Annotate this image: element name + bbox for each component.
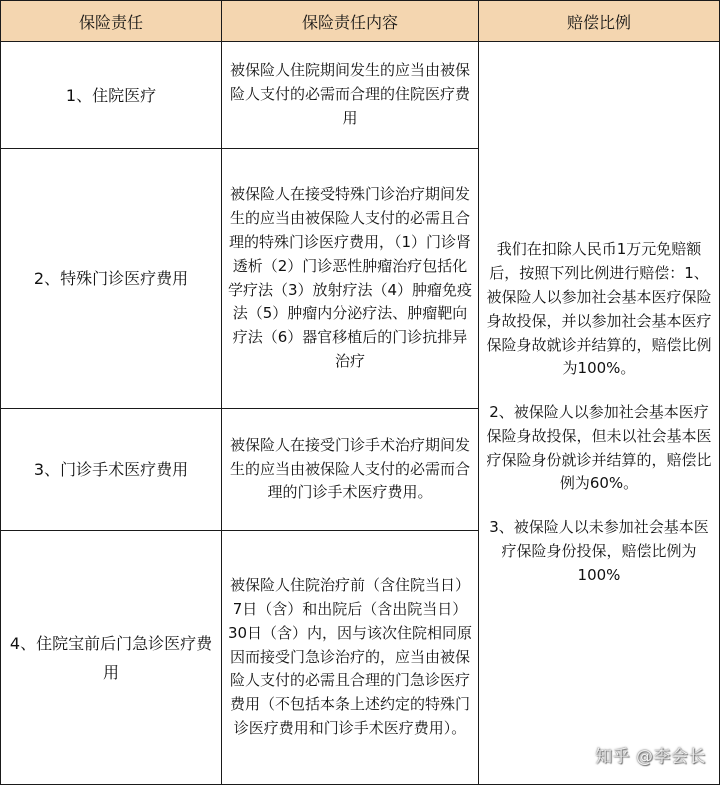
header-compensation-ratio: 赔偿比例 xyxy=(479,1,720,42)
responsibility-cell: 1、住院医疗 xyxy=(1,42,222,149)
content-cell: 被保险人住院期间发生的应当由被保险人支付的必需而合理的住院医疗费用 xyxy=(222,42,479,149)
header-content: 保险责任内容 xyxy=(222,1,479,42)
responsibility-cell: 3、门诊手术医疗费用 xyxy=(1,409,222,531)
watermark: 知乎 @李会长 xyxy=(595,747,706,767)
compensation-cell xyxy=(479,42,720,785)
table-header-row xyxy=(1,1,720,42)
content-cell: 被保险人住院治疗前（含住院当日）7日（含）和出院后（含出院当日）30日（含）内，因与该次住院相同原因而接受门急诊治疗的，应当由被保险人支付的必需且合理的门急诊医疗费用（不包括本条上述约定的特殊门诊医疗费用和门诊手术医疗费用）。 xyxy=(222,531,479,785)
compensation-paragraph: 2、被保险人以参加社会基本医疗保险身故投保，但未以社会基本医疗保险身份就诊并结算的，赔偿比例为60%。 xyxy=(486,403,712,493)
header-responsibility: 保险责任 xyxy=(1,1,222,42)
content-cell: 被保险人在接受特殊门诊治疗期间发生的应当由被保险人支付的必需且合理的特殊门诊医疗费用，（1）门诊肾透析（2）门诊恶性肿瘤治疗包括化学疗法（3）放射疗法（4）肿瘤免疫法（5）肿瘤内分泌疗法、肿瘤靶向疗法（6）器官移植后的门诊抗排异治疗 xyxy=(222,149,479,409)
responsibility-cell: 4、住院宝前后门急诊医疗费用 xyxy=(1,531,222,785)
compensation-paragraph: 我们在扣除人民币1万元免赔额后，按照下列比例进行赔偿：1、被保险人以参加社会基本医疗保险身故投保，并以参加社会基本医疗保险身故就诊并结算的，赔偿比例为100%。 xyxy=(486,240,712,378)
content-cell: 被保险人在接受门诊手术治疗期间发生的应当由被保险人支付的必需而合理的门诊手术医疗费用。 xyxy=(222,409,479,531)
compensation-paragraph: 3、被保险人以未参加社会基本医疗保险身份投保，赔偿比例为100% xyxy=(489,518,709,584)
table-row xyxy=(1,42,720,149)
responsibility-cell: 2、特殊门诊医疗费用 xyxy=(1,149,222,409)
